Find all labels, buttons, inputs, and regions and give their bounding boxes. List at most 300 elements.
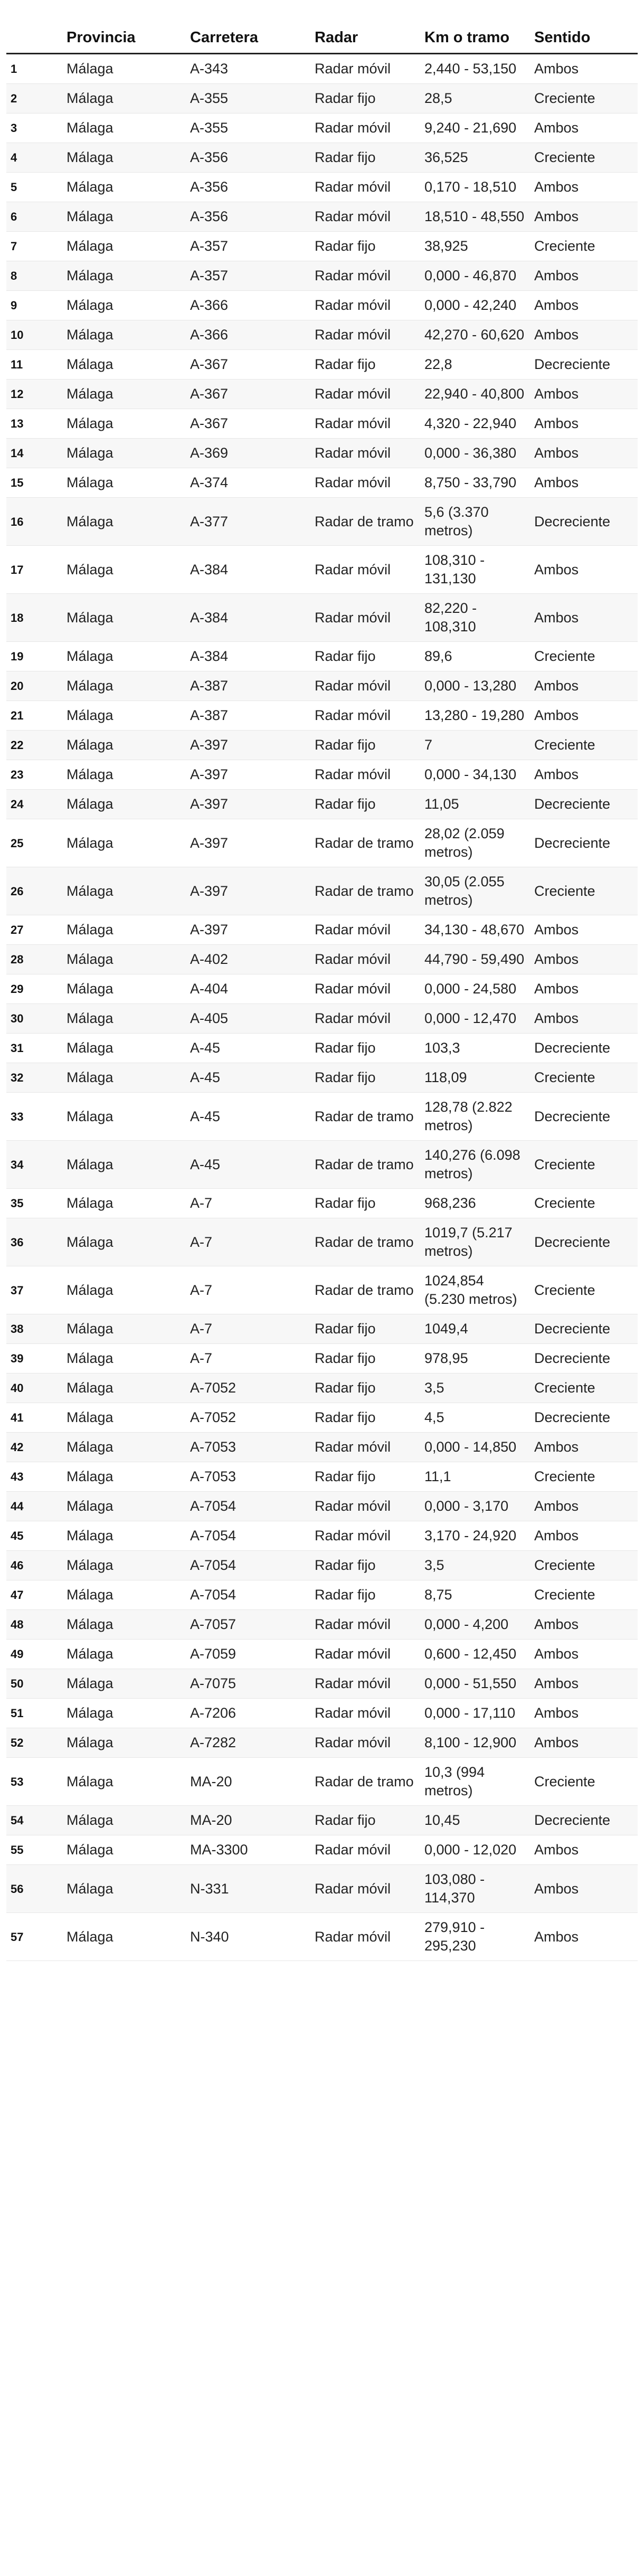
carretera-cell: A-7206: [190, 1705, 236, 1721]
provincia-cell: Málaga: [67, 1646, 113, 1662]
km-tramo-cell: 2,440 - 53,150: [424, 61, 517, 77]
radar-cell: Radar fijo: [315, 149, 376, 165]
table-row: [6, 1758, 638, 1806]
km-tramo-cell: 22,8: [424, 356, 452, 372]
table-row: [6, 594, 638, 642]
table-row: [6, 1462, 638, 1492]
table-row: [6, 498, 638, 546]
table-row: [6, 1063, 638, 1093]
km-tramo-cell: 28,5: [424, 90, 452, 106]
carretera-cell: A-367: [190, 356, 229, 372]
km-tramo-cell: 0,000 - 46,870: [424, 268, 517, 283]
carretera-cell: A-397: [190, 766, 229, 782]
provincia-cell: Málaga: [67, 1439, 113, 1455]
table-row: [6, 1314, 638, 1344]
provincia-cell: Málaga: [67, 327, 113, 343]
row-number: 15: [11, 476, 24, 489]
table-row: [6, 1344, 638, 1374]
sentido-cell: Ambos: [534, 922, 579, 937]
table-row: [6, 1141, 638, 1189]
sentido-cell: Creciente: [534, 1557, 595, 1573]
table-row: [6, 1521, 638, 1551]
row-number: 2: [11, 92, 17, 105]
carretera-cell: A-7282: [190, 1735, 236, 1750]
carretera-cell: A-7054: [190, 1557, 236, 1573]
carretera-cell: A-366: [190, 327, 229, 343]
row-number: 26: [11, 884, 24, 898]
sentido-cell: Ambos: [534, 1616, 579, 1632]
carretera-cell: A-7: [190, 1234, 213, 1250]
row-number: 32: [11, 1071, 24, 1084]
carretera-cell: A-367: [190, 386, 229, 402]
carretera-cell: A-384: [190, 561, 229, 577]
provincia-cell: Málaga: [67, 149, 113, 165]
provincia-cell: Málaga: [67, 356, 113, 372]
km-tramo-cell: 42,270 - 60,620: [424, 327, 525, 343]
carretera-cell: A-357: [190, 268, 229, 283]
provincia-cell: Málaga: [67, 513, 113, 529]
carretera-cell: A-7054: [190, 1587, 236, 1603]
provincia-cell: Málaga: [67, 61, 113, 77]
provincia-cell: Málaga: [67, 475, 113, 490]
sentido-cell: Ambos: [534, 475, 579, 490]
provincia-cell: Málaga: [67, 981, 113, 997]
table-row: [6, 671, 638, 701]
sentido-cell: Creciente: [534, 1469, 595, 1484]
radar-cell: Radar móvil: [315, 1528, 391, 1543]
provincia-cell: Málaga: [67, 1773, 113, 1789]
header-km-o-tramo[interactable]: Km o tramo: [424, 29, 510, 46]
provincia-cell: Málaga: [67, 268, 113, 283]
radar-cell: Radar fijo: [315, 1350, 376, 1366]
radar-cell: Radar de tramo: [315, 1773, 414, 1789]
radar-cell: Radar móvil: [315, 707, 391, 723]
header-row: [6, 18, 638, 54]
carretera-cell: A-7057: [190, 1616, 236, 1632]
row-number: 17: [11, 563, 24, 576]
sentido-cell: Ambos: [534, 1705, 579, 1721]
radar-cell: Radar de tramo: [315, 1234, 414, 1250]
carretera-cell: A-397: [190, 737, 229, 753]
radar-cell: Radar fijo: [315, 1409, 376, 1425]
km-tramo-cell: 7: [424, 737, 433, 753]
provincia-cell: Málaga: [67, 1675, 113, 1691]
sentido-cell: Decreciente: [534, 1234, 611, 1250]
sentido-cell: Ambos: [534, 179, 579, 195]
radar-cell: Radar móvil: [315, 268, 391, 283]
provincia-cell: Málaga: [67, 386, 113, 402]
carretera-cell: A-45: [190, 1108, 221, 1124]
provincia-cell: Málaga: [67, 648, 113, 664]
row-number: 41: [11, 1411, 24, 1424]
sentido-cell: Ambos: [534, 297, 579, 313]
sentido-cell: Creciente: [534, 90, 595, 106]
sentido-cell: Ambos: [534, 415, 579, 431]
sentido-cell: Ambos: [534, 1439, 579, 1455]
radar-cell: Radar móvil: [315, 1735, 391, 1750]
provincia-cell: Málaga: [67, 120, 113, 136]
table-row: [6, 1728, 638, 1758]
km-tramo-cell: 28,02 (2.059 metros): [424, 826, 505, 860]
row-number: 23: [11, 768, 24, 781]
sentido-cell: Ambos: [534, 1735, 579, 1750]
carretera-cell: A-7052: [190, 1380, 236, 1396]
row-number: 12: [11, 387, 24, 401]
provincia-cell: Málaga: [67, 297, 113, 313]
radar-cell: Radar móvil: [315, 766, 391, 782]
provincia-cell: Málaga: [67, 1557, 113, 1573]
sentido-cell: Creciente: [534, 1282, 595, 1298]
km-tramo-cell: 0,000 - 34,130: [424, 766, 517, 782]
row-number: 13: [11, 417, 24, 430]
km-tramo-cell: 30,05 (2.055 metros): [424, 874, 505, 908]
sentido-cell: Ambos: [534, 981, 579, 997]
provincia-cell: Málaga: [67, 1195, 113, 1211]
table-row: [6, 1669, 638, 1699]
carretera-cell: A-387: [190, 707, 229, 723]
row-number: 4: [11, 151, 17, 164]
carretera-cell: A-397: [190, 922, 229, 937]
row-number: 19: [11, 650, 24, 663]
sentido-cell: Creciente: [534, 1587, 595, 1603]
sentido-cell: Ambos: [534, 678, 579, 694]
row-number: 54: [11, 1814, 24, 1827]
sentido-cell: Ambos: [534, 1010, 579, 1026]
provincia-cell: Málaga: [67, 179, 113, 195]
table-row: [6, 1403, 638, 1433]
radar-cell: Radar móvil: [315, 1705, 391, 1721]
km-tramo-cell: 34,130 - 48,670: [424, 922, 525, 937]
carretera-cell: A-356: [190, 179, 229, 195]
km-tramo-cell: 3,5: [424, 1380, 444, 1396]
provincia-cell: Málaga: [67, 766, 113, 782]
row-number: 10: [11, 328, 24, 342]
km-tramo-cell: 11,05: [424, 796, 459, 812]
km-tramo-cell: 978,95: [424, 1350, 468, 1366]
row-number: 49: [11, 1647, 24, 1661]
table-row: [6, 113, 638, 143]
sentido-cell: Decreciente: [534, 1040, 611, 1056]
provincia-cell: Málaga: [67, 1040, 113, 1056]
sentido-cell: Ambos: [534, 386, 579, 402]
row-number: 7: [11, 240, 17, 253]
header-index: [6, 18, 62, 54]
carretera-cell: A-356: [190, 149, 229, 165]
provincia-cell: Málaga: [67, 1469, 113, 1484]
km-tramo-cell: 103,080 - 114,370: [424, 1871, 485, 1906]
row-number: 11: [11, 358, 23, 371]
km-tramo-cell: 3,170 - 24,920: [424, 1528, 517, 1543]
km-tramo-cell: 0,000 - 12,020: [424, 1842, 517, 1858]
row-number: 3: [11, 121, 17, 135]
provincia-cell: Málaga: [67, 90, 113, 106]
row-number: 1: [11, 62, 17, 75]
table-row: [6, 1218, 638, 1266]
row-number: 48: [11, 1618, 24, 1631]
table-row: [6, 1699, 638, 1728]
provincia-cell: Málaga: [67, 561, 113, 577]
km-tramo-cell: 1019,7 (5.217 metros): [424, 1225, 513, 1259]
table-row: [6, 202, 638, 232]
radar-cell: Radar móvil: [315, 1880, 391, 1897]
radar-cell: Radar móvil: [315, 1010, 391, 1026]
table-row: [6, 261, 638, 291]
table-header: [6, 18, 638, 54]
provincia-cell: Málaga: [67, 609, 113, 626]
sentido-cell: Ambos: [534, 1880, 579, 1897]
km-tramo-cell: 44,790 - 59,490: [424, 951, 525, 967]
km-tramo-cell: 140,276 (6.098 metros): [424, 1147, 520, 1181]
carretera-cell: A-7: [190, 1321, 213, 1337]
carretera-cell: A-367: [190, 415, 229, 431]
radar-cell: Radar fijo: [315, 1812, 376, 1828]
sentido-cell: Ambos: [534, 120, 579, 136]
header-carretera[interactable]: Carretera: [190, 29, 258, 46]
radar-cell: Radar móvil: [315, 1842, 391, 1858]
km-tramo-cell: 108,310 - 131,130: [424, 552, 485, 586]
sentido-cell: Creciente: [534, 648, 595, 664]
sentido-cell: Ambos: [534, 609, 579, 626]
radar-cell: Radar móvil: [315, 61, 391, 77]
row-number: 56: [11, 1882, 24, 1896]
provincia-cell: Málaga: [67, 707, 113, 723]
carretera-cell: MA-3300: [190, 1842, 248, 1858]
sentido-cell: Decreciente: [534, 1321, 611, 1337]
radar-cell: Radar móvil: [315, 561, 391, 577]
radar-cell: Radar móvil: [315, 1498, 391, 1514]
carretera-cell: A-7053: [190, 1439, 236, 1455]
table-row: [6, 1610, 638, 1640]
km-tramo-cell: 4,5: [424, 1409, 444, 1425]
radar-cell: Radar móvil: [315, 120, 391, 136]
radar-cell: Radar móvil: [315, 609, 391, 626]
row-number: 35: [11, 1197, 24, 1210]
radar-cell: Radar móvil: [315, 922, 391, 937]
row-number: 5: [11, 181, 17, 194]
km-tramo-cell: 11,1: [424, 1469, 451, 1484]
provincia-cell: Málaga: [67, 796, 113, 812]
table-row: [6, 439, 638, 468]
carretera-cell: A-357: [190, 238, 229, 254]
table-row: [6, 1189, 638, 1218]
provincia-cell: Málaga: [67, 678, 113, 694]
table-row: [6, 642, 638, 671]
row-number: 9: [11, 299, 17, 312]
radar-cell: Radar móvil: [315, 981, 391, 997]
table-row: [6, 409, 638, 439]
provincia-cell: Málaga: [67, 238, 113, 254]
table-row: [6, 468, 638, 498]
table-row: [6, 1806, 638, 1835]
carretera-cell: A-7054: [190, 1498, 236, 1514]
table-row: [6, 1492, 638, 1521]
sentido-cell: Ambos: [534, 268, 579, 283]
sentido-cell: Decreciente: [534, 513, 611, 529]
carretera-cell: A-397: [190, 883, 229, 899]
km-tramo-cell: 0,000 - 24,580: [424, 981, 517, 997]
km-tramo-cell: 89,6: [424, 648, 452, 664]
sentido-cell: Decreciente: [534, 1409, 611, 1425]
carretera-cell: A-369: [190, 445, 229, 461]
table-row: [6, 1093, 638, 1141]
sentido-cell: Decreciente: [534, 1812, 611, 1828]
radar-cell: Radar fijo: [315, 737, 376, 753]
row-number: 30: [11, 1012, 24, 1025]
table-row: [6, 173, 638, 202]
provincia-cell: Málaga: [67, 1321, 113, 1337]
carretera-cell: MA-20: [190, 1812, 232, 1828]
carretera-cell: A-355: [190, 90, 229, 106]
row-number: 40: [11, 1381, 24, 1395]
row-number: 45: [11, 1529, 24, 1542]
provincia-cell: Málaga: [67, 1880, 113, 1897]
km-tramo-cell: 0,000 - 17,110: [424, 1705, 516, 1721]
header-radar[interactable]: Radar: [315, 29, 358, 46]
provincia-cell: Málaga: [67, 415, 113, 431]
radar-cell: Radar móvil: [315, 1439, 391, 1455]
radar-cell: Radar móvil: [315, 475, 391, 490]
km-tramo-cell: 1049,4: [424, 1321, 468, 1337]
header-sentido[interactable]: Sentido: [534, 29, 591, 46]
provincia-cell: Málaga: [67, 951, 113, 967]
carretera-cell: A-7: [190, 1282, 213, 1298]
km-tramo-cell: 0,000 - 36,380: [424, 445, 517, 461]
provincia-cell: Málaga: [67, 1735, 113, 1750]
carretera-cell: A-343: [190, 61, 229, 77]
radar-cell: Radar fijo: [315, 1195, 376, 1211]
carretera-cell: A-45: [190, 1069, 221, 1085]
radar-cell: Radar de tramo: [315, 835, 414, 851]
row-number: 22: [11, 738, 24, 752]
row-number: 57: [11, 1930, 24, 1944]
table-row: [6, 760, 638, 790]
km-tramo-cell: 0,000 - 14,850: [424, 1439, 517, 1455]
provincia-cell: Málaga: [67, 1616, 113, 1632]
provincia-cell: Málaga: [67, 922, 113, 937]
table-row: [6, 974, 638, 1004]
radar-table: [6, 18, 638, 1961]
table-row: [6, 1034, 638, 1063]
provincia-cell: Málaga: [67, 835, 113, 851]
row-number: 51: [11, 1707, 24, 1720]
row-number: 14: [11, 447, 24, 460]
km-tramo-cell: 5,6 (3.370 metros): [424, 504, 489, 538]
km-tramo-cell: 8,75: [424, 1587, 452, 1603]
km-tramo-cell: 9,240 - 21,690: [424, 120, 517, 136]
table-row: [6, 701, 638, 731]
carretera-cell: A-7075: [190, 1675, 236, 1691]
radar-cell: Radar de tramo: [315, 1108, 414, 1124]
sentido-cell: Ambos: [534, 1928, 579, 1945]
km-tramo-cell: 8,100 - 12,900: [424, 1735, 517, 1750]
radar-cell: Radar fijo: [315, 1380, 376, 1396]
sentido-cell: Ambos: [534, 1842, 579, 1858]
carretera-cell: A-7: [190, 1195, 213, 1211]
table-row: [6, 380, 638, 409]
row-number: 21: [11, 709, 24, 722]
km-tramo-cell: 0,000 - 12,470: [424, 1010, 517, 1026]
radar-cell: Radar fijo: [315, 1587, 376, 1603]
sentido-cell: Ambos: [534, 327, 579, 343]
km-tramo-cell: 279,910 - 295,230: [424, 1919, 485, 1954]
sentido-cell: Ambos: [534, 766, 579, 782]
km-tramo-cell: 968,236: [424, 1195, 476, 1211]
radar-cell: Radar móvil: [315, 297, 391, 313]
carretera-cell: A-387: [190, 678, 229, 694]
row-number: 38: [11, 1322, 24, 1336]
table-row: [6, 1004, 638, 1034]
sentido-cell: Creciente: [534, 1380, 595, 1396]
radar-cell: Radar móvil: [315, 1646, 391, 1662]
table-row: [6, 1551, 638, 1580]
radar-cell: Radar fijo: [315, 648, 376, 664]
km-tramo-cell: 0,000 - 51,550: [424, 1675, 517, 1691]
radar-cell: Radar de tramo: [315, 883, 414, 899]
carretera-cell: N-340: [190, 1928, 229, 1945]
row-number: 18: [11, 611, 24, 624]
radar-cell: Radar móvil: [315, 951, 391, 967]
km-tramo-cell: 3,5: [424, 1557, 444, 1573]
table-row: [6, 1374, 638, 1403]
sentido-cell: Creciente: [534, 1156, 595, 1172]
carretera-cell: MA-20: [190, 1773, 232, 1789]
row-number: 50: [11, 1677, 24, 1690]
radar-cell: Radar móvil: [315, 209, 391, 224]
km-tramo-cell: 13,280 - 19,280: [424, 707, 525, 723]
table-row: [6, 546, 638, 594]
sentido-cell: Ambos: [534, 1675, 579, 1691]
carretera-cell: A-397: [190, 835, 229, 851]
carretera-cell: A-356: [190, 209, 229, 224]
table-row: [6, 867, 638, 915]
km-tramo-cell: 1024,854 (5.230 metros): [424, 1273, 517, 1307]
row-number: 16: [11, 515, 24, 528]
carretera-cell: A-45: [190, 1156, 221, 1172]
row-number: 53: [11, 1775, 24, 1788]
row-number: 37: [11, 1283, 24, 1297]
radar-cell: Radar fijo: [315, 356, 376, 372]
carretera-cell: A-7054: [190, 1528, 236, 1543]
carretera-cell: A-402: [190, 951, 229, 967]
provincia-cell: Málaga: [67, 883, 113, 899]
radar-cell: Radar fijo: [315, 90, 376, 106]
radar-cell: Radar fijo: [315, 1040, 376, 1056]
km-tramo-cell: 0,000 - 4,200: [424, 1616, 509, 1632]
table-row: [6, 1835, 638, 1865]
km-tramo-cell: 10,3 (994 metros): [424, 1764, 485, 1798]
row-number: 43: [11, 1470, 24, 1483]
km-tramo-cell: 36,525: [424, 149, 468, 165]
radar-cell: Radar móvil: [315, 1675, 391, 1691]
km-tramo-cell: 103,3: [424, 1040, 460, 1056]
header-provincia[interactable]: Provincia: [67, 29, 136, 46]
carretera-cell: A-7: [190, 1350, 213, 1366]
radar-cell: Radar móvil: [315, 415, 391, 431]
sentido-cell: Creciente: [534, 1069, 595, 1085]
row-number: 33: [11, 1110, 24, 1123]
radar-cell: Radar móvil: [315, 1616, 391, 1632]
km-tramo-cell: 118,09: [424, 1069, 467, 1085]
km-tramo-cell: 22,940 - 40,800: [424, 386, 525, 402]
table-body: [6, 54, 638, 1961]
sentido-cell: Ambos: [534, 209, 579, 224]
carretera-cell: A-355: [190, 120, 229, 136]
row-number: 25: [11, 836, 24, 850]
km-tramo-cell: 0,000 - 42,240: [424, 297, 517, 313]
row-number: 8: [11, 269, 17, 282]
provincia-cell: Málaga: [67, 1069, 113, 1085]
row-number: 27: [11, 923, 24, 936]
